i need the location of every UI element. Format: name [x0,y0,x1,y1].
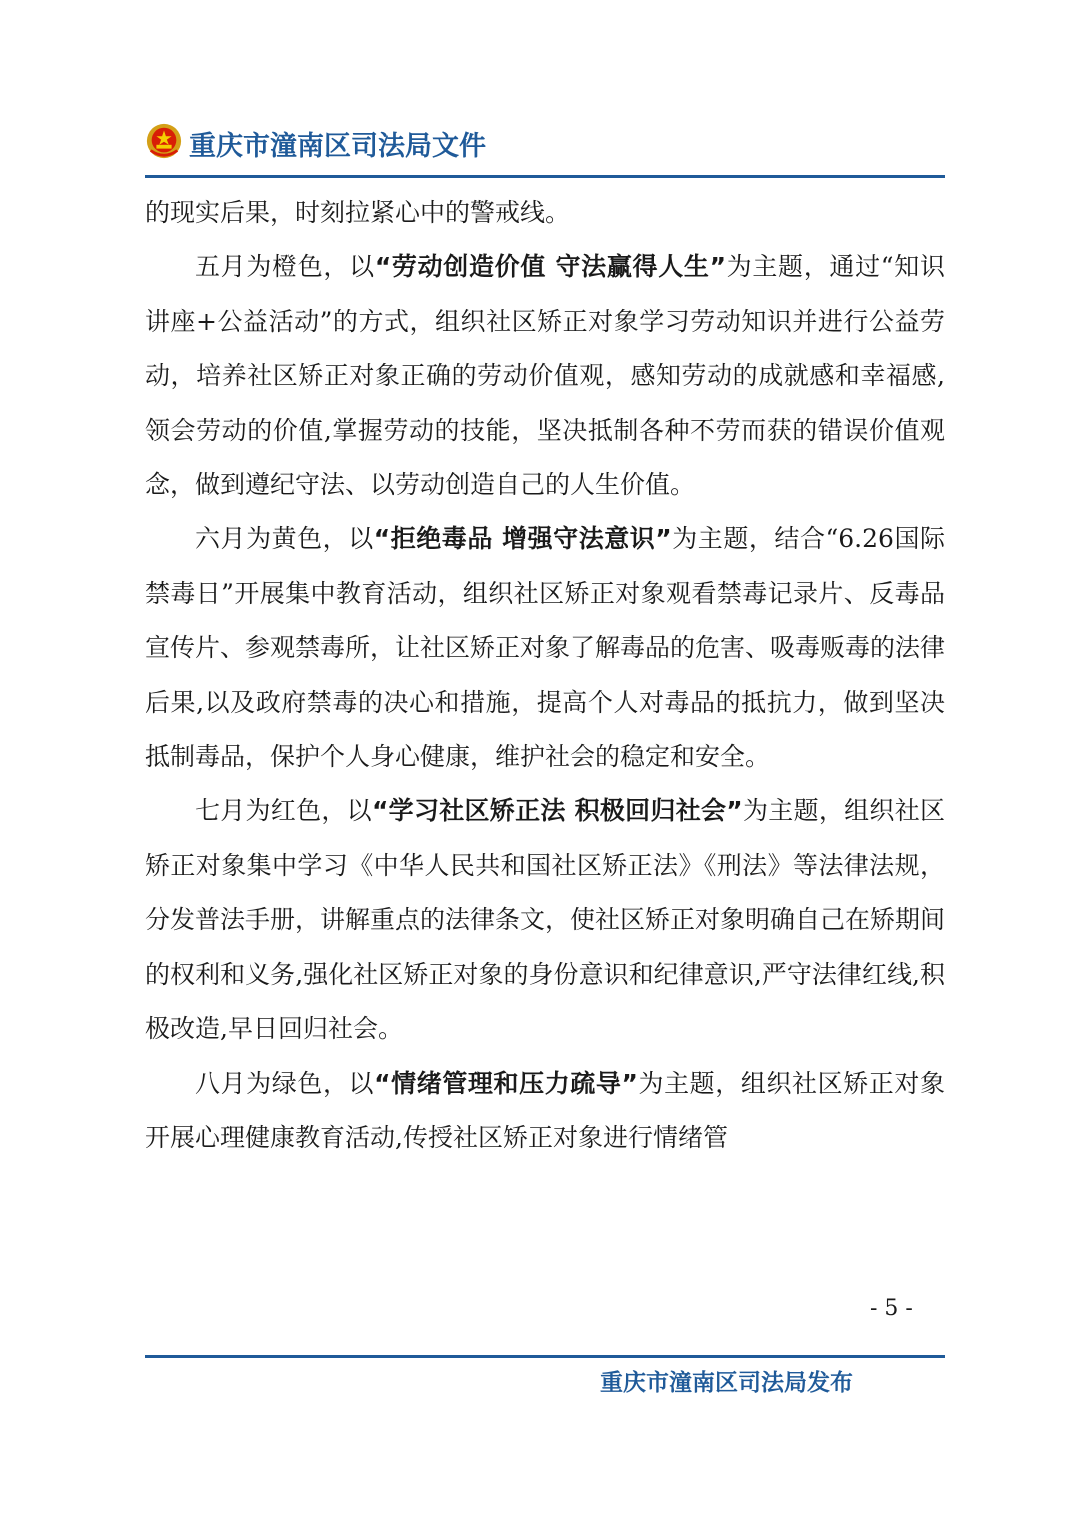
page-number: - 5 - [870,1296,913,1321]
theme-august: “情绪管理和压力疏导” [374,1068,638,1098]
theme-july: “学习社区矫正法 积极回归社会” [371,796,743,826]
theme-june: “拒绝毒品 增强守法意识” [373,524,672,554]
header-title: 重庆市潼南区司法局文件 [189,131,486,162]
national-emblem-icon [145,122,183,160]
paragraph-july: 七月为红色，以“学习社区矫正法 积极回归社会”为主题，组织社区矫正对象集中学习《中华人民共和国社区矫正法》《刑法》等法律法规，分发普法手册，讲解重点的法律条文，使社区矫正对象明确自己在矫期间的权利和义务,强化社区矫正对象的身份意识和纪律意识,严守法律红线,积极改造,早日回归社会。 [145,796,946,1044]
theme-may: “劳动创造价值 守法赢得人生” [374,252,726,282]
paragraph-may: 五月为橙色，以“劳动创造价值 守法赢得人生”为主题，通过“知识讲座+公益活动”的方式，组织社区矫正对象学习劳动知识并进行公益劳动，培养社区矫正对象正确的劳动价值观，感知劳动的成就感和幸福感,领会劳动的价值,掌握劳动的技能，坚决抵制各种不劳而获的错误价值观念，做到遵纪守法、以劳动创造自己的人生价值。 [145,252,945,500]
footer-publisher: 重庆市潼南区司法局发布 [600,1370,853,1396]
document-header [145,120,945,180]
paragraph-continuation: 的现实后果，时刻拉紧心中的警戒线。 [145,198,571,227]
paragraph-august: 八月为绿色，以“情绪管理和压力疏导”为主题，组织社区矫正对象开展心理健康教育活动,传授社区矫正对象进行情绪管 [145,1068,945,1152]
document-body [145,186,945,1165]
header-divider [145,175,945,178]
paragraph-june: 六月为黄色，以“拒绝毒品 增强守法意识”为主题，结合“6.26国际禁毒日”开展集中教育活动，组织社区矫正对象观看禁毒记录片、反毒品宣传片、参观禁毒所，让社区矫正对象了解毒品的危害、吸毒贩毒的法律后果,以及政府禁毒的决心和措施，提高个人对毒品的抵抗力，做到坚决抵制毒品，保护个人身心健康，维护社会的稳定和安全。 [145,524,946,772]
footer-divider [145,1355,945,1358]
